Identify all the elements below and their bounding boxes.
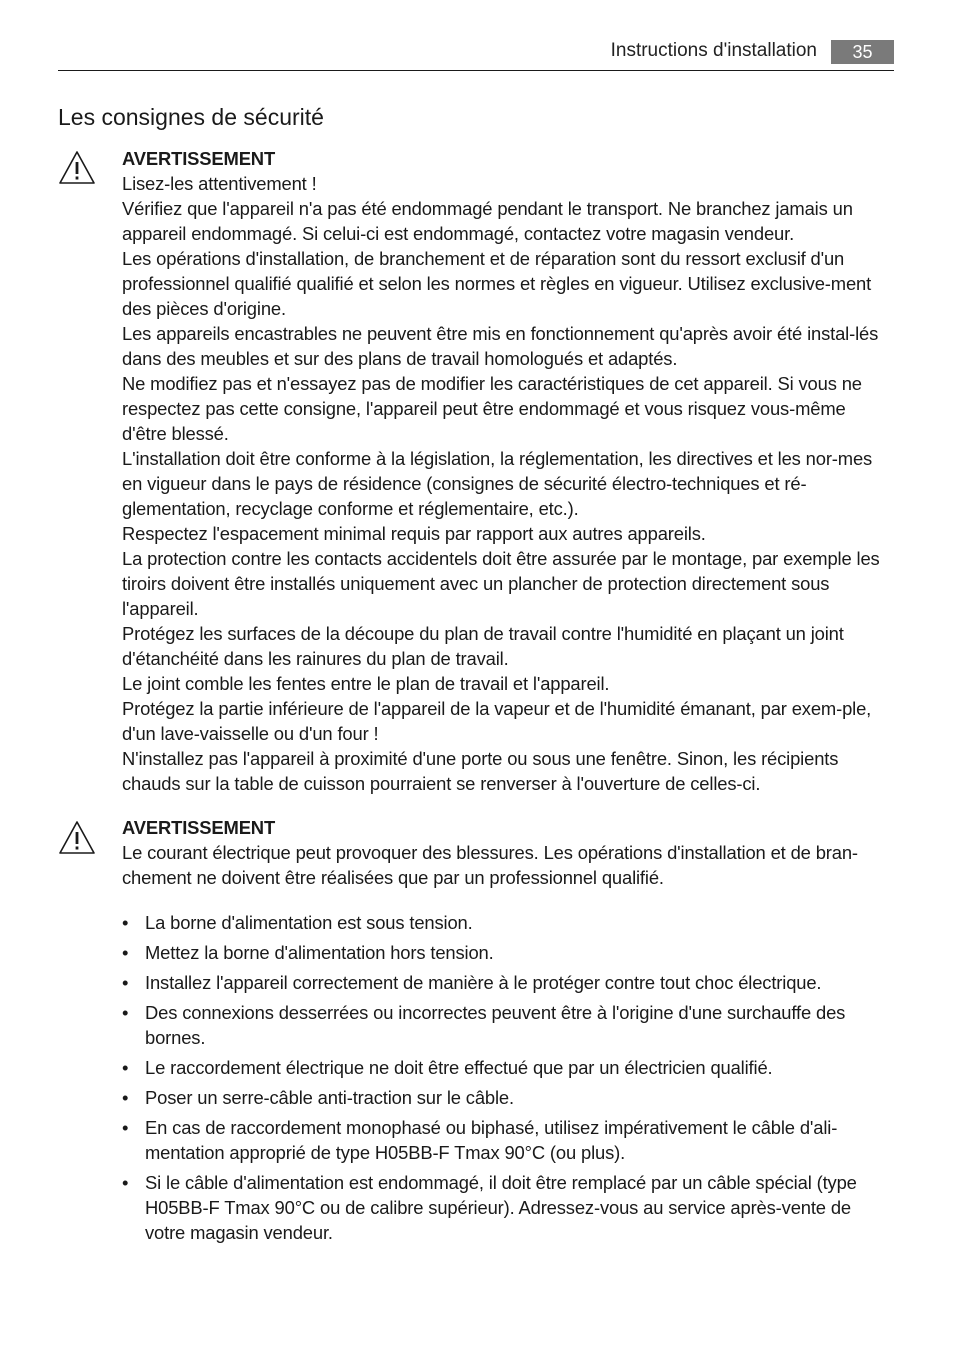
list-item: • Poser un serre-câble anti-traction sur le câble. — [122, 1085, 894, 1110]
warning-paragraph: Les opérations d'installation, de branchement et de réparation sont du ressort exclusif d'un professionnel qualifié qualifié et selon les normes et règles en vigueur. Utilisez exclusive-ment des pièces d'origine. — [122, 248, 872, 319]
list-item: • En cas de raccordement monophasé ou biphasé, utilisez impérativement le câble d'ali-mentation approprié de type H05BB-F Tmax 90°C (ou plus). — [122, 1115, 894, 1165]
header-title: Instructions d'installation — [610, 40, 817, 61]
warning-paragraph: Lisez-les attentivement ! — [122, 173, 317, 194]
list-item: • Installez l'appareil correctement de manière à le protéger contre tout choc électrique. — [122, 970, 894, 995]
warning-heading: AVERTISSEMENT — [122, 817, 276, 838]
warning-triangle-icon — [58, 150, 96, 186]
list-item: • La borne d'alimentation est sous tension. — [122, 910, 894, 935]
warning-paragraph: Ne modifiez pas et n'essayez pas de modifier les caractéristiques de cet appareil. Si vous ne respectez pas cette consigne, l'appareil peut être endommagé et vous risquez vous-même d'être blessé. — [122, 373, 862, 444]
warning-paragraph: Protégez les surfaces de la découpe du plan de travail contre l'humidité en plaçant un joint d'étanchéité dans les rainures du plan de travail. — [122, 623, 844, 669]
warning-triangle-icon — [58, 820, 96, 856]
warning-paragraph: Respectez l'espacement minimal requis par rapport aux autres appareils. — [122, 523, 706, 544]
list-item: • Si le câble d'alimentation est endommagé, il doit être remplacé par un câble spécial (type H05BB-F Tmax 90°C ou de calibre supérieur). Adressez-vous au service après-vente de votre magasin vendeur. — [122, 1170, 894, 1245]
warning-block-2 — [122, 815, 894, 890]
list-item: • Des connexions desserrées ou incorrectes peuvent être à l'origine d'une surchauffe des bornes. — [122, 1000, 894, 1050]
warning-paragraph: Le courant électrique peut provoquer des blessures. Les opérations d'installation et de bran-chement ne doivent être réalisées que par un professionnel qualifié. — [122, 842, 858, 888]
list-item: • Le raccordement électrique ne doit être effectué que par un électricien qualifié. — [122, 1055, 894, 1080]
warning-paragraph: Le joint comble les fentes entre le plan de travail et l'appareil. — [122, 673, 610, 694]
warning-paragraph: La protection contre les contacts accidentels doit être assurée par le montage, par exemple les tiroirs doivent être installés uniquement avec un plancher de protection directement sous l'appareil. — [122, 548, 880, 619]
warning-paragraph: Protégez la partie inférieure de l'appareil de la vapeur et de l'humidité émanant, par exem-ple, d'un lave-vaisselle ou d'un four ! — [122, 698, 872, 744]
warning-paragraph: Vérifiez que l'appareil n'a pas été endommagé pendant le transport. Ne branchez jamais un appareil endommagé. Si celui-ci est endommagé, contactez votre magasin vendeur. — [122, 198, 853, 244]
page-number: 35 — [831, 40, 894, 64]
warning-paragraph: L'installation doit être conforme à la législation, la réglementation, les directives et les nor-mes en vigueur dans le pays de résidence (consignes de sécurité électro-techniques et ré-glementation, recyclage conforme et réglementaire, etc.). — [122, 448, 873, 519]
warning-paragraph: Les appareils encastrables ne peuvent être mis en fonctionnement qu'après avoir été instal-lés dans des meubles et sur des plans de travail homologués et adaptés. — [122, 323, 879, 369]
list-item: • Mettez la borne d'alimentation hors tension. — [122, 940, 894, 965]
warning-heading: AVERTISSEMENT — [122, 148, 276, 169]
section-title: Les consignes de sécurité — [58, 104, 324, 130]
warning-block-1 — [122, 146, 894, 796]
warning-paragraph: N'installez pas l'appareil à proximité d'une porte ou sous une fenêtre. Sinon, les récipients chauds sur la table de cuisson pourraient se renverser à l'ouverture de celles-ci. — [122, 748, 839, 794]
bullet-list — [122, 910, 894, 1250]
page-header — [58, 38, 894, 71]
